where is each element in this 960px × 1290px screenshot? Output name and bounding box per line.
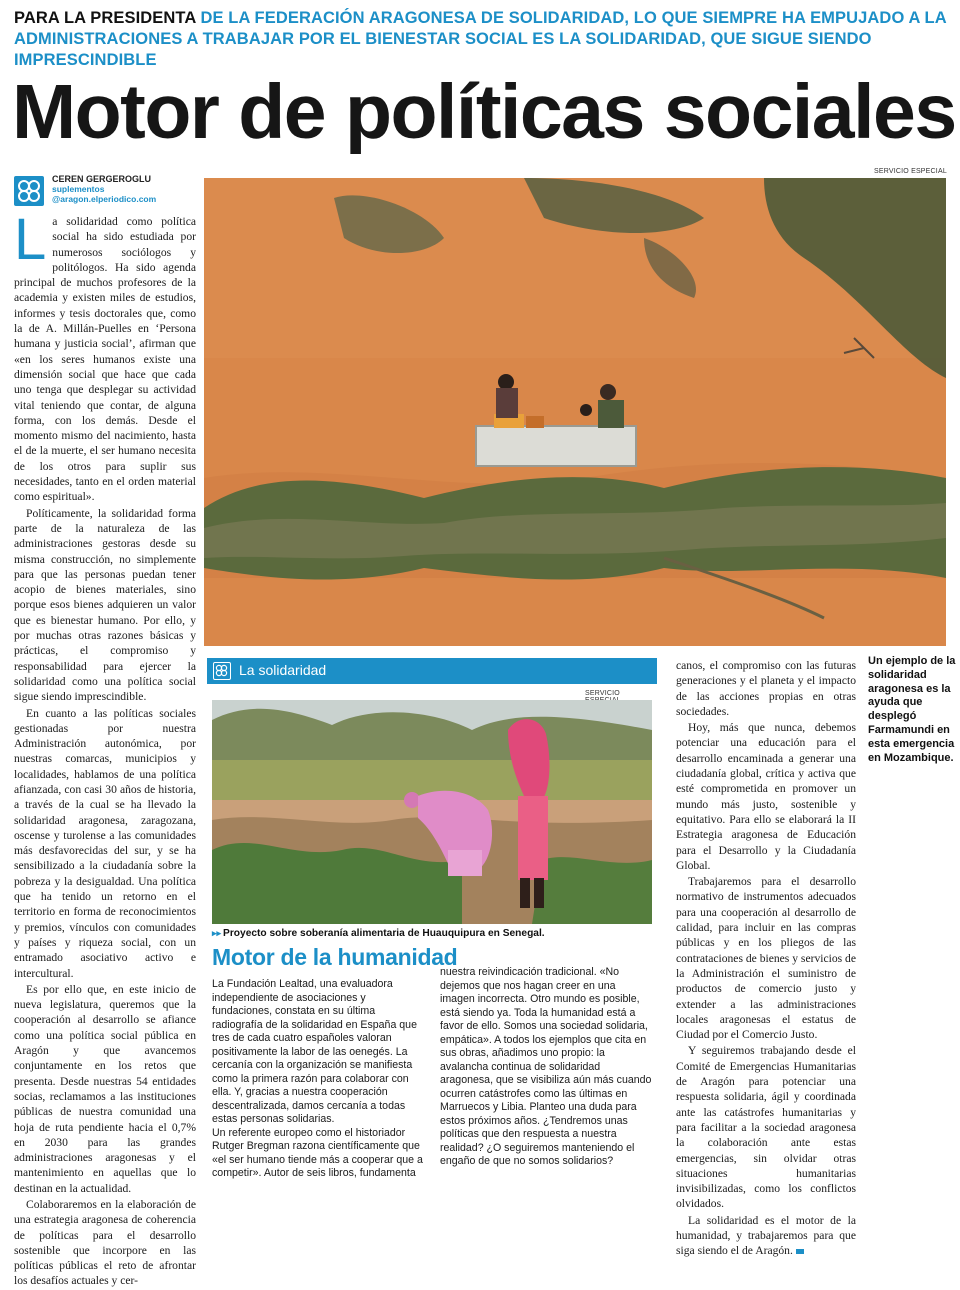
sidebar-photo xyxy=(212,700,652,924)
main-photo-credit: SERVICIO ESPECIAL xyxy=(874,168,947,175)
newspaper-logo-icon xyxy=(14,176,44,206)
sidebar-photo-credit: SERVICIO xyxy=(585,690,620,697)
headline: Motor de políticas sociales xyxy=(12,69,956,155)
article-paragraph: Políticamente, la solidaridad forma parte de la naturaleza de las administraciones gestoras desde su misma construcción, no simplemente para que las personas puedan tener acopio de bienes materiales, sino porque esos bienes adquieren un valor que es bienestar humano. Por ello, y por muchas otras razones básicas y prácticas, el compromiso y responsabilidad para ejercer la solidaridad como una política social sigue siendo imprescindible. xyxy=(14,506,196,704)
article-column-1 xyxy=(14,207,196,1290)
article-paragraph: Trabajaremos para el desarrollo normativo de instrumentos adecuados para una cooperación al desarrollo de calidad, para incluir en las compras públicas y en los pliegos de las contrataciones de bienes y servicios de la Administración el suministro de productos de comercio justo y extender a las administraciones locales aragonesas el estatus de Ciudad por el Comercio Justo. xyxy=(676,875,856,1042)
sidebar-headline: Motor de la humanidad xyxy=(212,944,458,970)
sidebar-paragraph: La Fundación Lealtad, una evaluadora independiente de asociaciones y fundaciones, constata en su última radiografía de la solidaridad en España que tres de cada cuatro españoles valoran positivamente la labor de las oenegés. La cercanía con la organización se manifiesta como la primera razón para colaborar con ella. Y, gracias a nuestra cooperación descentralizada, damos cercanía a todas estas personas solidarias. xyxy=(212,978,417,1125)
article-paragraph: Y seguiremos trabajando desde el Comité de Emergencias Humanitarias de Aragón para potenciar una respuesta solidaria, ágil y coordinada ante las catástrofes humanitarias y para facilitar a la sociedad aragonesa la colaboración ante estas emergencias, sin olvidar otras situaciones humanitarias invisibilizadas, como los conflictos olvidados. xyxy=(676,1044,856,1211)
article-paragraph: La solidaridad es el motor de la humanidad, y trabajaremos para que siga siendo el de Aragón. xyxy=(676,1213,856,1258)
drop-cap: L xyxy=(14,207,47,272)
sidebar-column-2 xyxy=(440,966,652,1169)
article-paragraph: La solidaridad como política social ha sido estudiada por numerosos sociólogos y politólogos. Ha sido agenda principal de muchos profesores de la academia y existen miles de estudios, informes y tesis doctorales que, como la de A. Millán-Puelles en ‘Persona humana y justicia social’, afirman que «en los seres humanos existe una dimensión social que hace que cada uno tenga que desplegar su actividad vital teniendo que contar, de alguna forma, con los demás. Desde el momento mismo del nacimiento, hasta el de la muerte, el ser humano necesita de los otros para suplir sus necesidades, tanto en el orden material como espiritual». xyxy=(14,207,196,504)
kicker xyxy=(14,8,949,71)
end-of-article-icon xyxy=(796,1249,804,1254)
byline-contact[interactable]: @aragon.elperiodico.com xyxy=(52,194,157,204)
article-paragraph: Hoy, más que nunca, debemos potenciar una educación para el desarrollo encaminada a generar una ciudadanía global, crítica y activa que esté comprometida en promover un mundo más justo, sostenible y equitativo. Para ello se elaborará la II Estrategia aragonesa de Educación para el Desarrollo y la Ciudadanía Global. xyxy=(676,721,856,872)
article-paragraph: canos, el compromiso con las futuras generaciones y el planeta y el impacto de las acciones propias en otras sociedades. xyxy=(676,659,856,718)
sidebar-paragraph: Un referente europeo como el historiador Rutger Bregman razona científicamente que «el ser humano tiende más a cooperar que a competir». Autor de seis libros, fundamenta xyxy=(212,1126,423,1179)
article-column-3 xyxy=(676,658,856,1260)
sidebar-photo-caption: ▸▸ Proyecto sobre soberanía alimentaria de Huauquipura en Senegal. xyxy=(212,928,545,939)
sidebar-title: La solidaridad xyxy=(239,662,327,678)
section-logo-icon xyxy=(213,662,231,680)
article-paragraph: En cuanto a las políticas sociales gestionadas por nuestra Administración autonómica, por nuestras comarcas, municipios y localidades, hablamos de una política afianzada, con casi 30 años de historia, a través de la cual se ha llevado la solidaridad aragonesa, zaragozana, oscense y turolense a las comunidades más desfavorecidas del sur, y se ha sensibilizado a la ciudadanía sobre la pobreza y la desigualdad. Una política que ha tenido un retorno en el territorio en forma de reconocimientos y premios, vínculos con comunidades y países y riqueza social, con un entramado asociativo activo e intercultural. xyxy=(14,706,196,980)
sidebar-column-1 xyxy=(212,978,424,1181)
kicker-lead: PARA LA PRESIDENTA xyxy=(14,9,196,27)
byline-author: CEREN GERGEROGLU xyxy=(52,174,152,184)
main-photo xyxy=(204,178,946,646)
byline-section: suplementos xyxy=(52,184,105,194)
article-paragraph: Colaboraremos en la elaboración de una estrategia aragonesa de coherencia de políticas para el desarrollo sostenible que incorpore en las políticas públicas el reto de afrontar los desafíos actuales y cer- xyxy=(14,1198,196,1288)
byline xyxy=(14,174,204,210)
sidebar-header xyxy=(207,658,657,684)
caption-arrow-icon: ▸▸ xyxy=(212,928,222,938)
sidebar-box xyxy=(207,658,657,1196)
sidebar-paragraph: nuestra reivindicación tradicional. «No dejemos que nos hagan creer en una imagen incorrecta. Otro mundo es posible, está siendo ya. Toda la humanidad está a favor de ello. Somos una sociedad solidaria, empática». A todos los ejemplos que cita en sus obras, añadimos uno propio: la avalancha continua de solidaridad aragonesa, que se visibiliza aún más cuando ocurren catástrofes como las últimas en Marruecos y Libia. Planteo una duda para estos próximos años. ¿Tendremos unas políticas que den respuesta a nuestra realidad? ¿O seguiremos manteniendo el engaño de que no somos solidarios? xyxy=(440,966,652,1167)
byline-text xyxy=(52,174,156,204)
kicker-rest: DE LA FEDERACIÓN ARAGONESA DE SOLIDARIDAD, LO QUE SIEMPRE HA EMPUJADO A LA ADMINISTRACIONES A TRABAJAR POR EL BIENESTAR SOCIAL ES LA SOLIDARIDAD, QUE SIGUE SIENDO IMPRESCINDIBLE xyxy=(14,9,947,69)
article-paragraph: Es por ello que, en este inicio de nueva legislatura, queremos que la cooperación al desarrollo se afiance como una política social pública en Aragón y que avancemos conjuntamente en los retos que presenta. Desde nuestras 54 entidades socias, reclamamos a las instituciones públicas de nuestra comunidad una hoja de ruta pendiente hacia el 0,7% en 2030 para las grandes administraciones aragonesas y el mantenimiento en aquellas que lo destinan en la actualidad. xyxy=(14,982,196,1195)
main-photo-caption: Un ejemplo de la solidaridad aragonesa es la ayuda que desplegó Farmamundi en esta emergencia en Mozambique. xyxy=(868,655,956,764)
